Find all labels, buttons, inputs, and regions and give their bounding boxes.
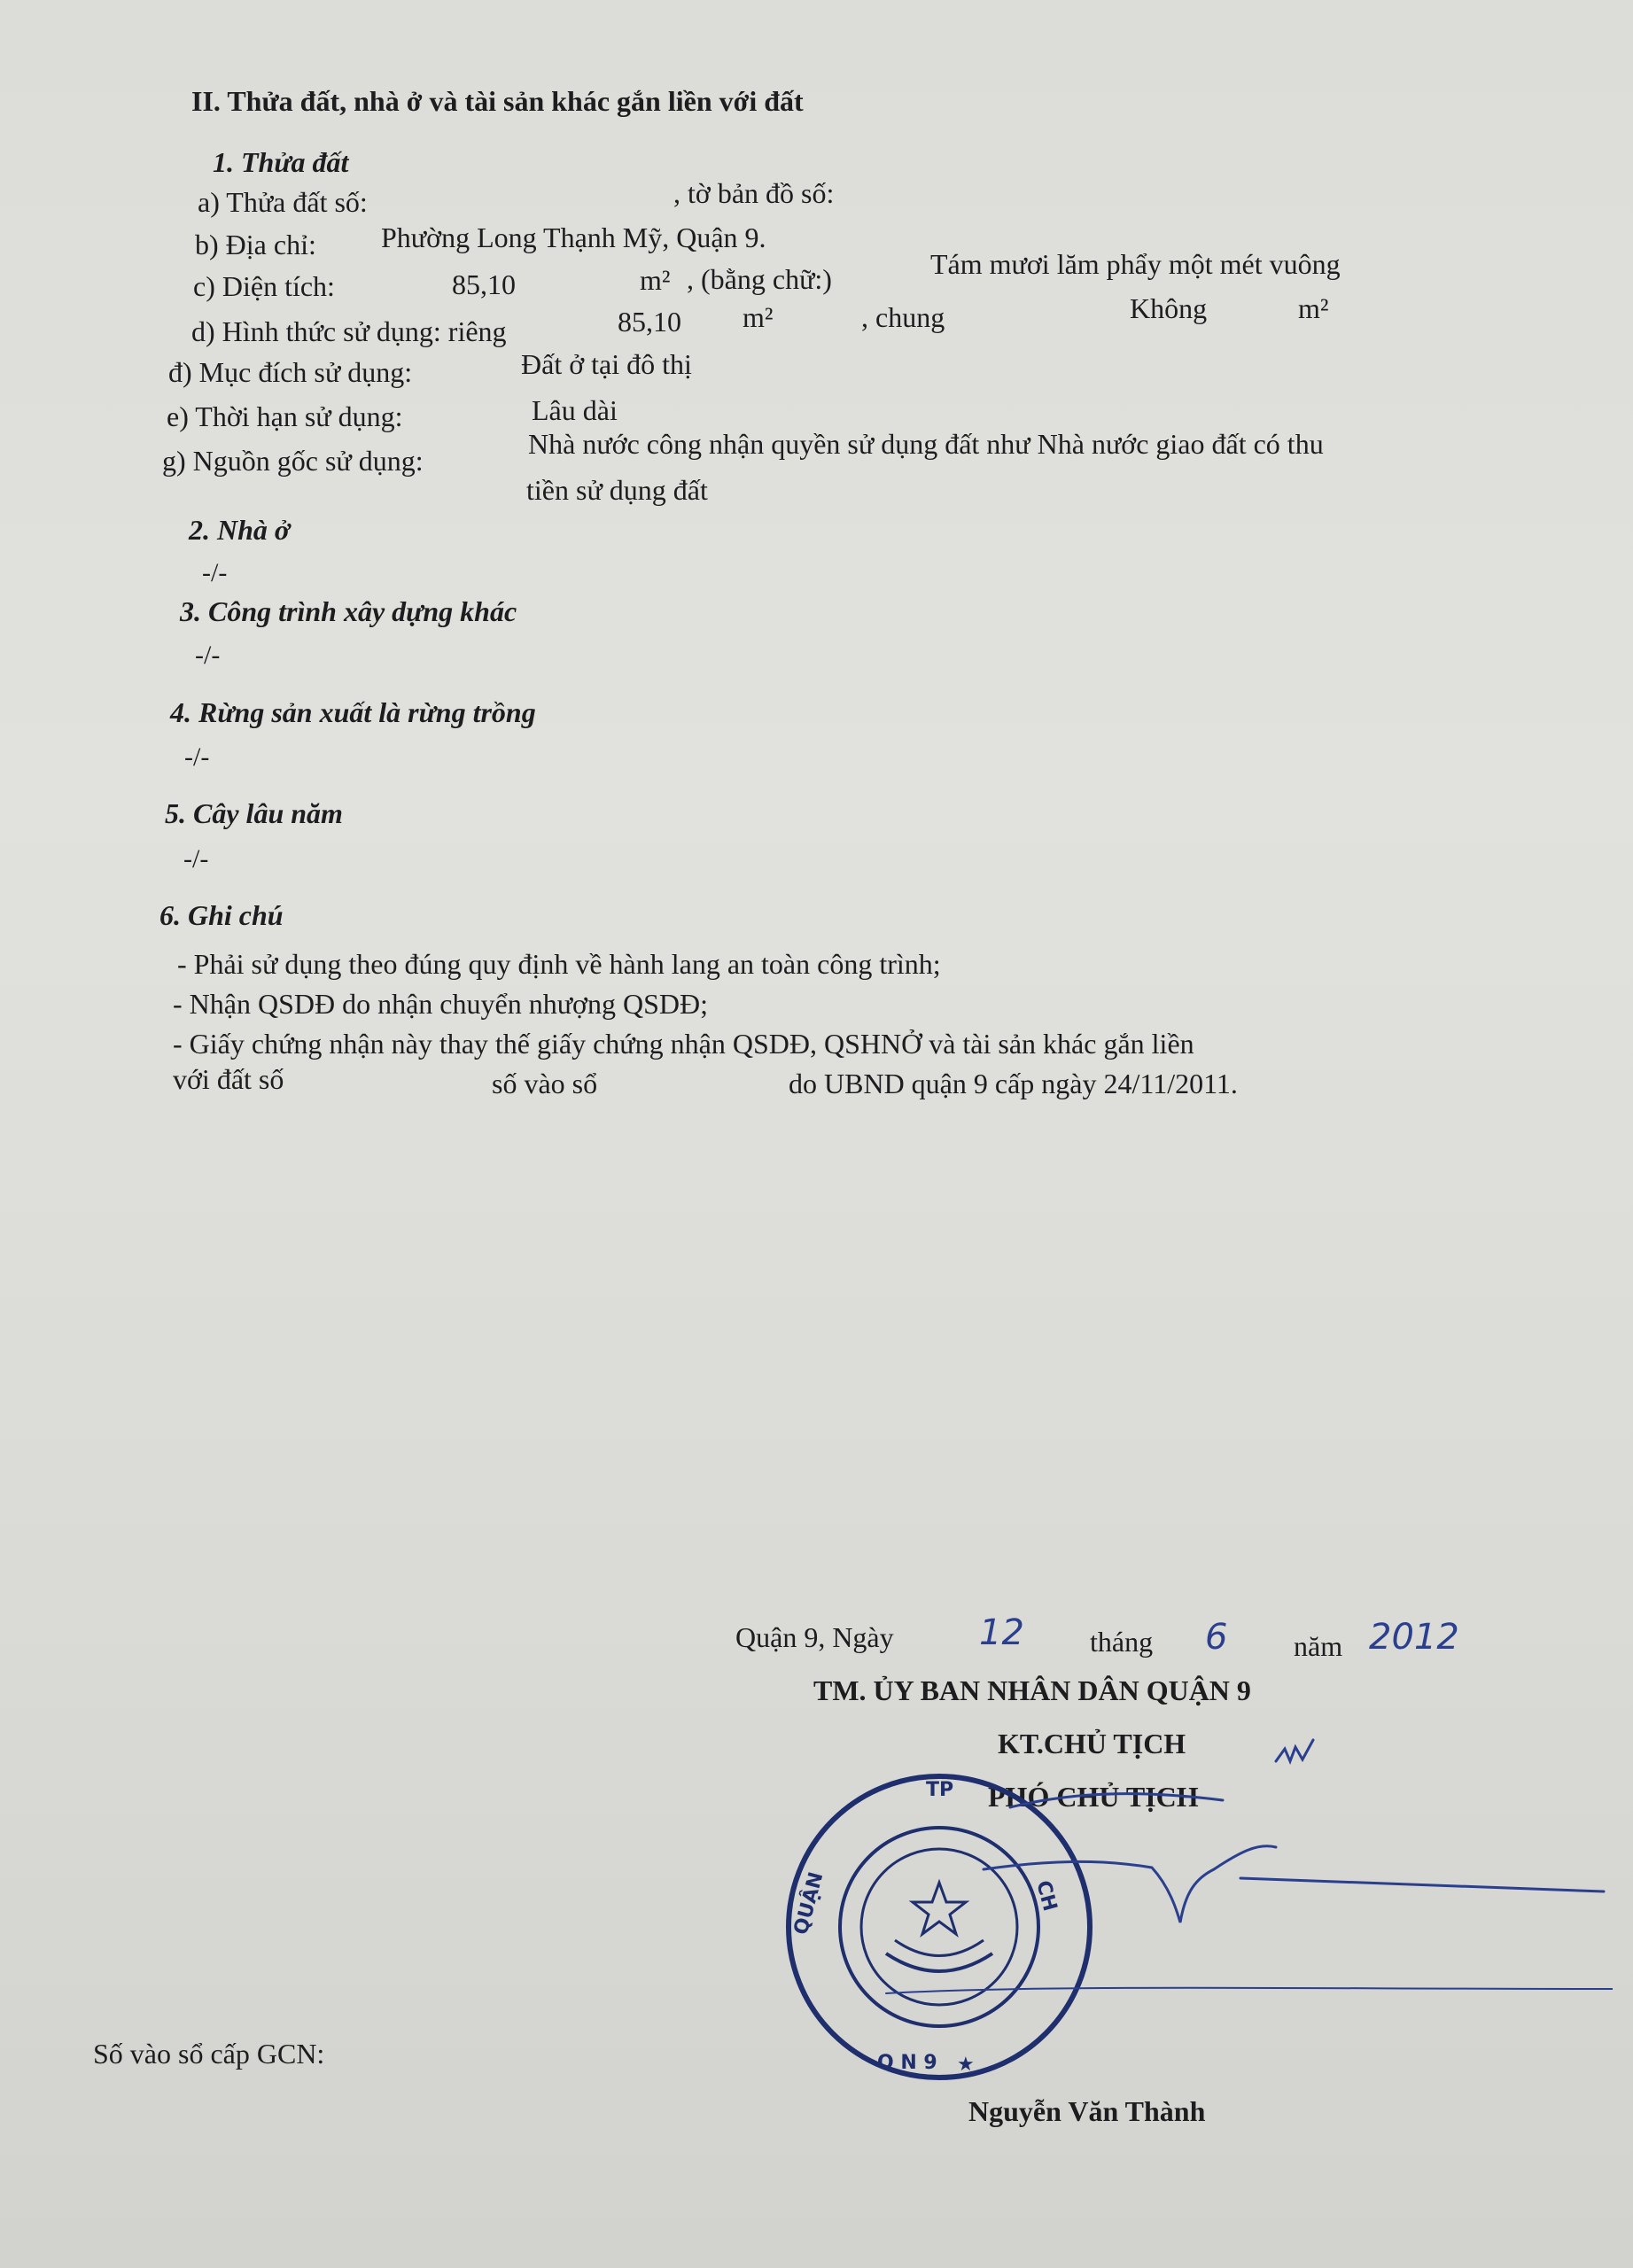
signer-name: Nguyễn Văn Thành <box>968 2095 1206 2127</box>
area-words-label: , (bằng chữ:) <box>687 263 832 295</box>
private-area-value: 85,10 <box>618 306 681 338</box>
perennial-value: -/- <box>183 844 209 874</box>
origin-value-line1: Nhà nước công nhận quyền sử dụng đất như Nhà nước giao đất có thu <box>528 428 1324 460</box>
svg-text:TP: TP <box>926 1779 954 1801</box>
forest-value: -/- <box>184 742 210 772</box>
note-line-3: - Giấy chứng nhận này thay thế giấy chứng nhận QSDĐ, QSHNỞ và tài sản khác gắn liền <box>173 1028 1194 1060</box>
signing-title-2: PHÓ CHỦ TỊCH <box>988 1781 1199 1813</box>
date-year-label: năm <box>1294 1630 1343 1662</box>
note-line-1: - Phải sử dụng theo đúng quy định về hành lang an toàn công trình; <box>177 948 941 980</box>
house-heading: 2. Nhà ở <box>189 514 291 546</box>
note-line-4-a: với đất số <box>173 1063 284 1095</box>
purpose-label: đ) Mục đích sử dụng: <box>168 356 413 388</box>
date-month-label: tháng <box>1090 1626 1154 1658</box>
area-unit: m² <box>640 264 671 296</box>
shared-area-unit: m² <box>1298 292 1329 324</box>
address-value: Phường Long Thạnh Mỹ, Quận 9. <box>381 221 766 253</box>
origin-label: g) Nguồn gốc sử dụng: <box>162 445 424 477</box>
date-month: 6 <box>1205 1617 1228 1658</box>
svg-text:QUẬN: QUẬN <box>789 1869 828 1938</box>
svg-text:CH: CH <box>1031 1878 1061 1914</box>
registry-label: Số vào sổ cấp GCN: <box>93 2038 325 2070</box>
note-line-2: - Nhận QSDĐ do nhận chuyển nhượng QSDĐ; <box>173 988 708 1020</box>
usage-form-label: d) Hình thức sử dụng: riêng <box>191 315 507 347</box>
term-label: e) Thời hạn sử dụng: <box>167 400 403 432</box>
other-works-heading: 3. Công trình xây dựng khác <box>180 595 517 627</box>
svg-text:Q N 9: Q N 9 <box>877 2052 937 2074</box>
signing-title-1: KT.CHỦ TỊCH <box>998 1728 1186 1759</box>
forest-heading: 4. Rừng sản xuất là rừng trồng <box>170 696 536 728</box>
area-label: c) Diện tích: <box>193 270 335 302</box>
note-line-4-b: số vào sổ <box>492 1068 598 1099</box>
land-heading: 1. Thửa đất <box>213 146 349 178</box>
house-value: -/- <box>202 558 228 587</box>
notes-heading: 6. Ghi chú <box>159 899 284 931</box>
purpose-value: Đất ở tại đô thị <box>521 348 692 380</box>
shared-area-label: , chung <box>861 301 945 333</box>
origin-value-line2: tiền sử dụng đất <box>526 474 708 506</box>
map-sheet-label: , tờ bản đồ số: <box>673 177 835 209</box>
other-works-value: -/- <box>195 641 221 670</box>
perennial-heading: 5. Cây lâu năm <box>165 797 343 829</box>
date-place-label: Quận 9, Ngày <box>735 1621 894 1653</box>
term-value: Lâu dài <box>532 394 618 426</box>
area-value: 85,10 <box>452 268 516 300</box>
note-line-4-c: do UBND quận 9 cấp ngày 24/11/2011. <box>789 1068 1238 1099</box>
private-area-unit: m² <box>743 301 774 333</box>
address-label: b) Địa chỉ: <box>195 229 316 260</box>
date-year: 2012 <box>1369 1617 1459 1658</box>
date-day: 12 <box>979 1612 1024 1653</box>
area-words: Tám mươi lăm phẩy một mét vuông <box>930 248 1341 280</box>
signing-org: TM. ỦY BAN NHÂN DÂN QUẬN 9 <box>813 1674 1251 1706</box>
shared-area-value: Không <box>1130 292 1208 324</box>
section-title: II. Thửa đất, nhà ở và tài sản khác gắn liền với đất <box>191 85 804 117</box>
svg-text:★: ★ <box>957 2054 975 2076</box>
parcel-number-label: a) Thửa đất số: <box>198 186 368 218</box>
handwritten-signature-icon <box>780 1736 1613 2002</box>
